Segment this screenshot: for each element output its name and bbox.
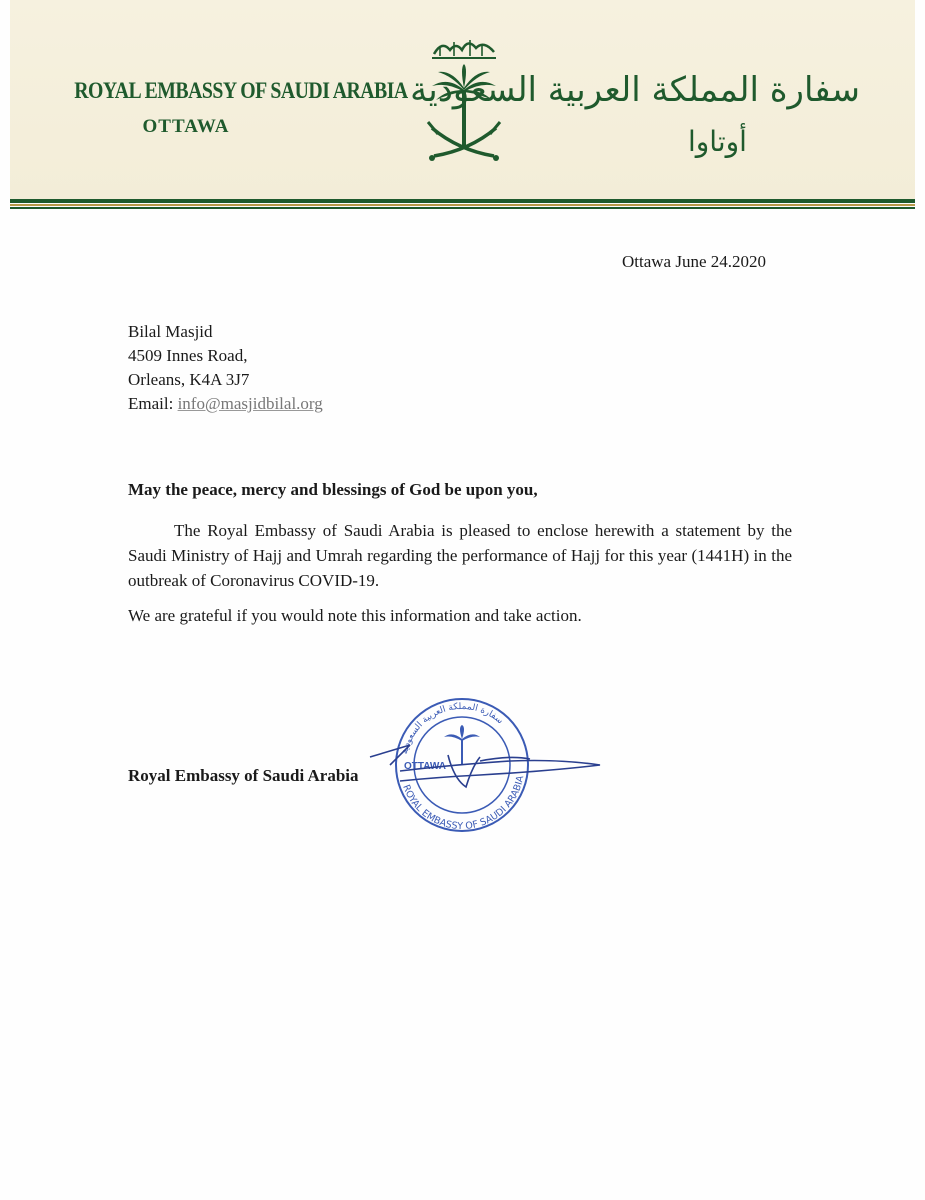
letterhead-rule-green-bottom [10,207,915,209]
recipient-address [128,320,323,416]
body-paragraph-2: We are grateful if you would note this information and take action. [128,606,582,625]
official-stamp-signature [360,695,610,835]
stamp-ring-text-en: ROYAL EMBASSY OF SAUDI ARABIA [400,774,527,833]
embassy-name-english [56,78,408,138]
recipient-city: Orleans, K4A 3J7 [128,370,250,389]
greeting: May the peace, mercy and blessings of God be upon you, [128,480,538,499]
svg-text:سفارة المملكة العربية السعودية [400,702,505,755]
email-link[interactable]: info@masjidbilal.org [177,394,323,413]
recipient-name: Bilal Masjid [128,322,213,341]
embassy-city: OTTAWA [142,116,230,137]
svg-text:ROYAL EMBASSY OF SAUDI ARABIA [400,774,526,832]
body-paragraph-1: The Royal Embassy of Saudi Arabia is pleased to enclose herewith a statement by the Saudi Ministry of Hajj and Umrah regarding the performance of Hajj for this year (1441H) in the outbreak of Coronavirus COVID-19. [128,521,792,590]
embassy-city-ar: أوتاوا [688,125,747,158]
signoff: Royal Embassy of Saudi Arabia [128,766,359,785]
email-label: Email: [128,394,174,413]
recipient-street: 4509 Innes Road, [128,346,248,365]
stamp-ring-text-ar: سفارة المملكة العربية السعودية [400,701,505,756]
letterhead-rule-green [10,199,915,203]
stamp-seal [396,699,528,832]
embassy-name-arabic [410,70,870,170]
letterhead-rule-gold [10,204,915,206]
embassy-name-ar: سفارة المملكة العربية السعودية [410,70,860,110]
letter-date: Ottawa June 24.2020 [622,252,767,271]
recipient-email-line [128,392,323,416]
stamp-inner-text: OTTAWA [404,761,447,772]
embassy-name: ROYAL EMBASSY OF SAUDI ARABIA [74,78,408,103]
